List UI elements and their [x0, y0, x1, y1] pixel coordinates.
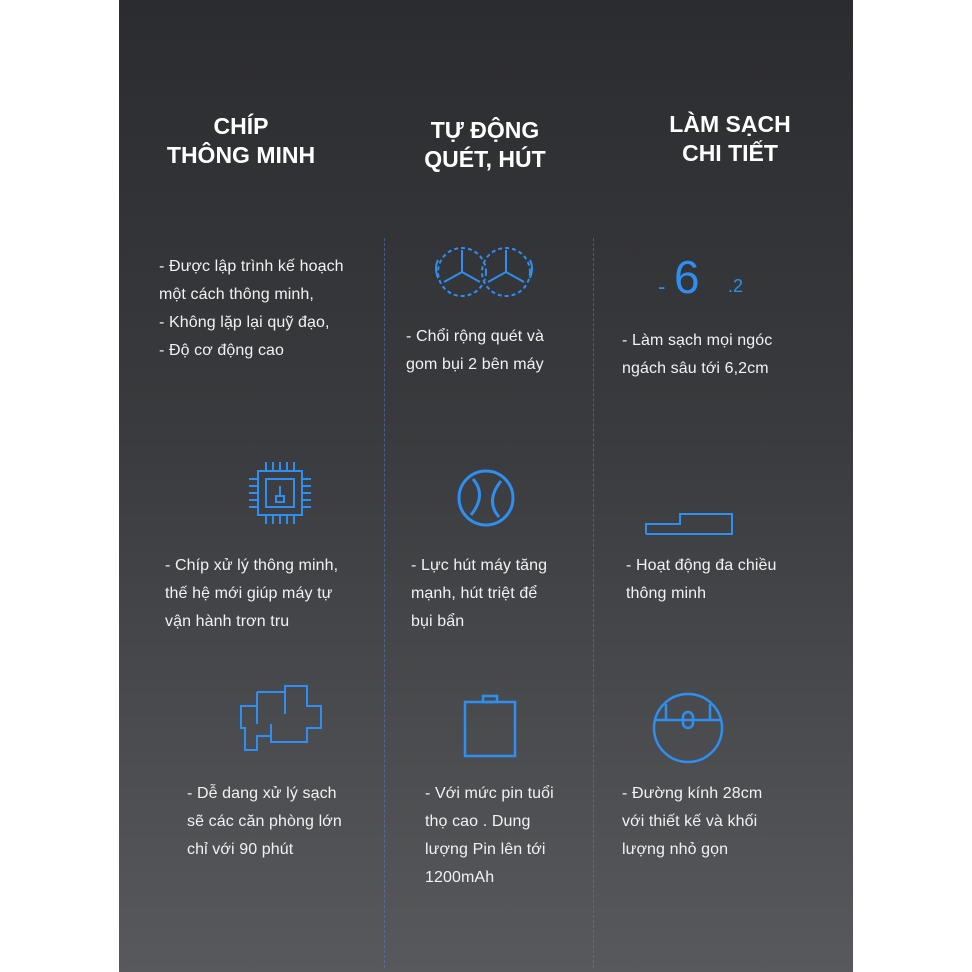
twin-brush-icon: [432, 238, 536, 302]
suction-swirl-icon: [453, 465, 519, 531]
floor-plan-icon: [237, 684, 327, 754]
feature-text: - Lực hút máy tăng mạnh, hút triệt để bụi bẩn: [411, 557, 548, 630]
feature-text: - Hoạt động đa chiều thông minh: [626, 557, 777, 602]
column-smart-chip: [119, 0, 363, 972]
feature-text: - Làm sạch mọi ngóc ngách sâu tới 6,2cm: [622, 332, 773, 377]
chip-icon: [245, 458, 315, 528]
feature-panel: [119, 0, 853, 972]
column-auto-sweep: [363, 0, 607, 972]
column-heading: CHÍP THÔNG MINH: [166, 113, 316, 168]
robot-top-view-icon: [648, 690, 728, 766]
battery-icon: [463, 694, 517, 758]
column-deep-clean: [608, 0, 852, 972]
feature-text: - Với mức pin tuổi thọ cao . Dung lượng Pin lên tới 1200mAh: [425, 785, 554, 886]
feature-text: - Chíp xử lý thông minh, thế hệ mới giúp máy tự vận hành trơn tru: [165, 557, 339, 630]
feature-text: - Được lập trình kế hoạch một cách thông minh, - Không lặp lại quỹ đạo, - Độ cơ động cao: [159, 258, 344, 359]
feature-text: - Đường kính 28cm với thiết kế và khối lượng nhỏ gọn: [622, 785, 763, 858]
feature-text: - Chổi rộng quét và gom bụi 2 bên máy: [406, 328, 544, 373]
height-value-6-2: - 6 .2: [658, 251, 744, 303]
column-heading: LÀM SẠCH CHI TIẾT: [669, 111, 791, 166]
column-heading: TỰ ĐỘNG QUÉT, HÚT: [424, 117, 546, 172]
feature-text: - Dễ dang xử lý sạch sẽ các căn phòng lớn chỉ với 90 phút: [187, 785, 342, 858]
threshold-step-icon: [644, 510, 734, 538]
